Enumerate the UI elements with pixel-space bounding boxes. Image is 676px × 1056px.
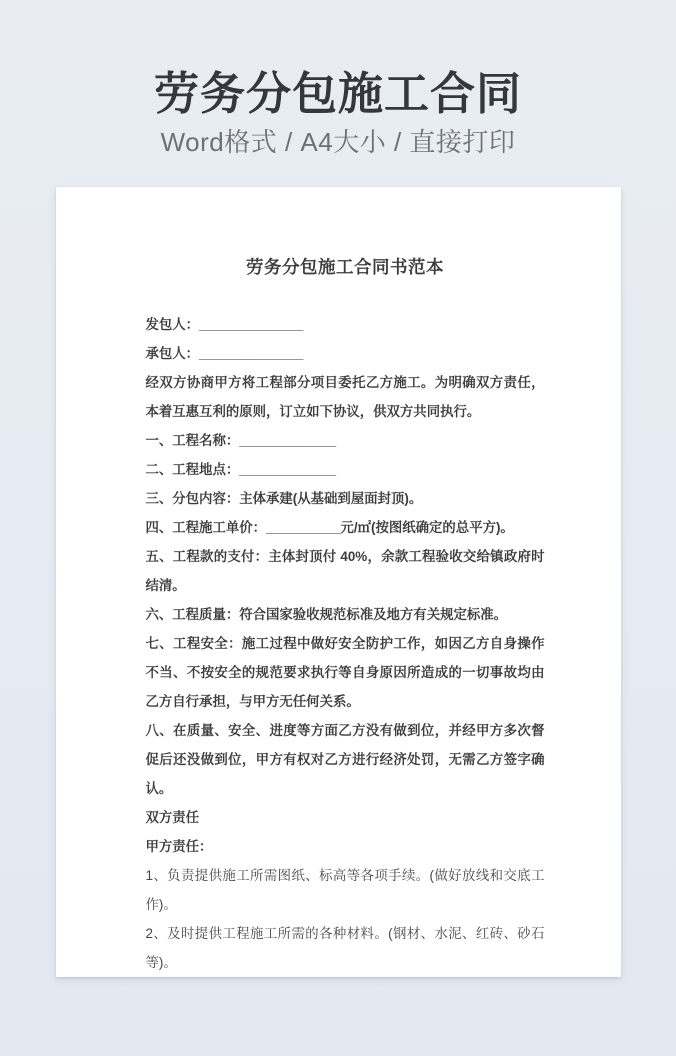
contract-line [146,310,545,339]
document-sheet [56,187,621,977]
fill-in-blank: ______________ [199,317,304,332]
contract-text: 四、工程施工单价： [145,520,267,535]
page-title: 劳务分包施工合同 [153,68,522,119]
contract-line [146,484,545,513]
contract-text: 承包人： [145,346,200,361]
contract-text: 发包人： [145,317,200,332]
contract-text: 元/㎡(按图纸确定的总平方)。 [340,520,514,535]
contract-line [146,803,545,832]
contract-line [146,339,545,368]
contract-text: 甲方责任： [145,839,213,854]
contract-line [146,368,545,426]
contract-text: 2、及时提供工程施工所需的各种材料。(钢材、水泥、红砖、砂石等)。 [145,926,545,970]
contract-line [146,861,545,919]
contract-text: 五、工程款的支付：主体封顶付 40%，余款工程验收交给镇政府时结清。 [145,549,545,593]
document-title: 劳务分包施工合同书范本 [246,257,444,277]
contract-text: 八、在质量、安全、进度等方面乙方没有做到位，并经甲方多次督促后还没做到位，甲方有权对乙方进行经济处罚，无需乙方签字确认。 [145,723,545,796]
contract-line [146,832,545,861]
page-subtitle: Word格式 / A4大小 / 直接打印 [160,127,516,157]
contract-text: 六、工程质量：符合国家验收规范标准及地方有关规定标准。 [145,607,508,622]
header [0,0,676,159]
contract-line [146,716,545,803]
document-body [146,310,545,977]
contract-text: 七、工程安全：施工过程中做好安全防护工作，如因乙方自身操作不当、不按安全的规范要求执行等自身原因所造成的一切事故均由乙方自行承担，与甲方无任何关系。 [145,636,545,709]
fill-in-blank: _____________ [239,462,337,477]
contract-line [146,919,545,977]
contract-line [146,600,545,629]
contract-text: 一、工程名称： [145,433,240,448]
contract-text: 双方责任 [145,810,200,825]
contract-text: 三、分包内容：主体承建(从基础到屋面封顶)。 [145,491,423,506]
contract-line [146,542,545,600]
contract-text: 1、负责提供施工所需图纸、标高等各项手续。(做好放线和交底工作)。 [145,868,545,912]
fill-in-blank: __________ [266,520,341,535]
contract-text: 二、工程地点： [145,462,240,477]
contract-text: 经双方协商甲方将工程部分项目委托乙方施工。为明确双方责任，本着互惠互利的原则，订立如下协议，供双方共同执行。 [145,375,545,419]
contract-line [146,426,545,455]
contract-line [146,629,545,716]
fill-in-blank: ______________ [199,346,304,361]
fill-in-blank: _____________ [239,433,337,448]
contract-line [146,455,545,484]
contract-line [146,513,545,542]
